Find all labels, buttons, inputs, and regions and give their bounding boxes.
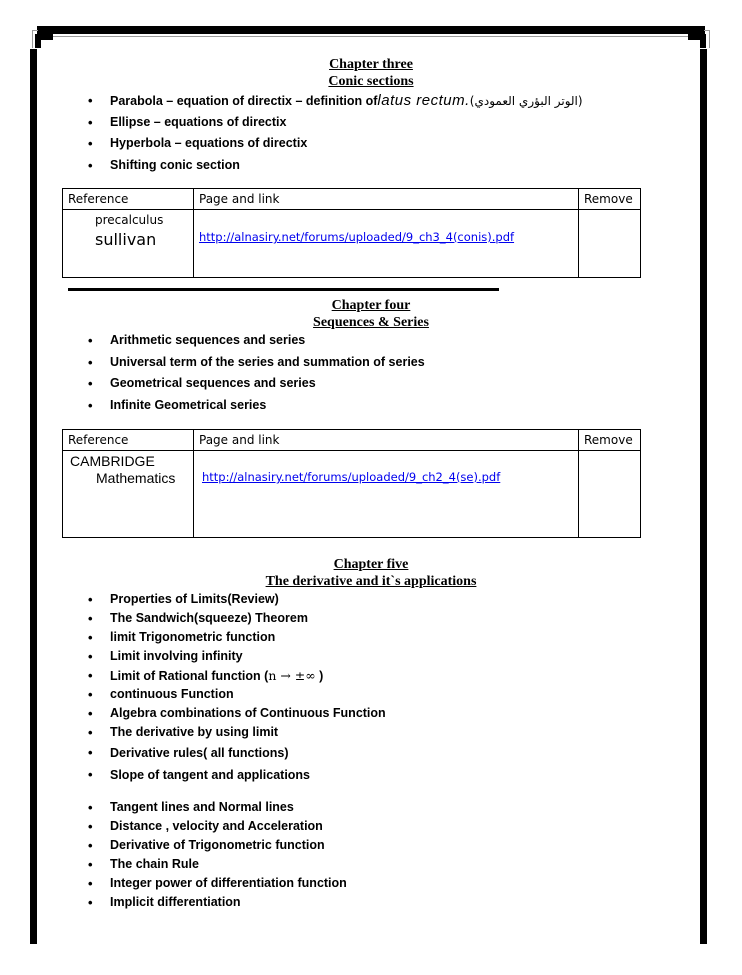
list-item: • Shifting conic section (88, 155, 583, 177)
list-item: • Infinite Geometrical series (88, 395, 425, 417)
list-item: • Derivative of Trigonometric function (88, 836, 347, 855)
frame-corner-top-right-v (700, 34, 706, 48)
link-cell (194, 451, 579, 538)
list-item: • Limit of Rational function (n → ±∞ ) (88, 666, 386, 685)
frame-corner-top-left-v (35, 34, 41, 48)
table-row (63, 451, 641, 538)
list-item: • Arithmetic sequences and series (88, 330, 425, 352)
topic-list (88, 590, 386, 786)
list-item: • Algebra combinations of Continuous Function (88, 704, 386, 723)
pdf-link[interactable]: http://alnasiry.net/forums/uploaded/9_ch2_4(se).pdf (202, 470, 501, 484)
header-remove: Remove (579, 189, 641, 210)
list-item: • continuous Function (88, 685, 386, 704)
list-item: • Geometrical sequences and series (88, 373, 425, 395)
reference-cell: precalculus sullivan (63, 210, 194, 278)
list-item: • The chain Rule (88, 855, 347, 874)
link-cell (194, 210, 579, 278)
header-remove: Remove (579, 430, 641, 451)
header-page-and-link: Page and link (194, 430, 579, 451)
frame-top-border (37, 26, 705, 34)
table-header-row (63, 430, 641, 451)
topic-list (88, 90, 583, 176)
list-item: • The Sandwich(squeeze) Theorem (88, 609, 386, 628)
list-item: • Slope of tangent and applications (88, 764, 386, 786)
remove-cell[interactable] (579, 210, 641, 278)
list-item: • Integer power of differentiation function (88, 874, 347, 893)
reference-table (62, 429, 641, 538)
list-item: • Tangent lines and Normal lines (88, 798, 347, 817)
frame-corner-top-right-thin-v (709, 30, 710, 48)
math-expression: n → ±∞ (268, 668, 316, 683)
chapter-subtitle: Conic sections (328, 74, 414, 89)
table-row (63, 210, 641, 278)
pdf-link[interactable]: http://alnasiry.net/forums/uploaded/9_ch3_4(conis).pdf (199, 230, 515, 244)
section-divider (68, 288, 499, 291)
chapter-title: Chapter three (329, 57, 413, 72)
topic-list-continued (88, 798, 347, 912)
chapter-title: Chapter four (331, 298, 411, 313)
frame-left-border (30, 49, 37, 944)
list-item: • Properties of Limits(Review) (88, 590, 386, 609)
header-page-and-link: Page and link (194, 189, 579, 210)
header-reference: Reference (63, 189, 194, 210)
list-item: • Parabola – equation of directix – definition oflatus rectum.(الوتر البؤري العمودي) (88, 90, 583, 112)
table-header-row (63, 189, 641, 210)
list-item: • limit Trigonometric function (88, 628, 386, 647)
list-item: • Implicit differentiation (88, 893, 347, 912)
list-item: • Limit involving infinity (88, 647, 386, 666)
reference-cell: CAMBRIDGE Mathematics (63, 451, 194, 538)
list-item: • Distance , velocity and Acceleration (88, 817, 347, 836)
latus-rectum-term: latus rectum. (377, 92, 470, 109)
header-reference: Reference (63, 430, 194, 451)
chapter-subtitle: The derivative and it`s applications (265, 574, 477, 589)
list-item: • Ellipse – equations of directix (88, 112, 583, 134)
topic-list (88, 330, 425, 416)
reference-table (62, 188, 641, 278)
list-item: • Hyperbola – equations of directix (88, 133, 583, 155)
frame-right-border (700, 49, 707, 944)
list-item: • The derivative by using limit (88, 723, 386, 742)
arabic-term: (الوتر البؤري العمودي) (469, 94, 583, 108)
frame-top-thin-line (37, 36, 705, 37)
list-item: • Universal term of the series and summation of series (88, 352, 425, 374)
remove-cell[interactable] (579, 451, 641, 538)
frame-corner-top-left-thin-v (32, 30, 33, 48)
list-item: • Derivative rules( all functions) (88, 742, 386, 764)
chapter-subtitle: Sequences & Series (313, 315, 429, 330)
chapter-title: Chapter five (333, 557, 409, 572)
